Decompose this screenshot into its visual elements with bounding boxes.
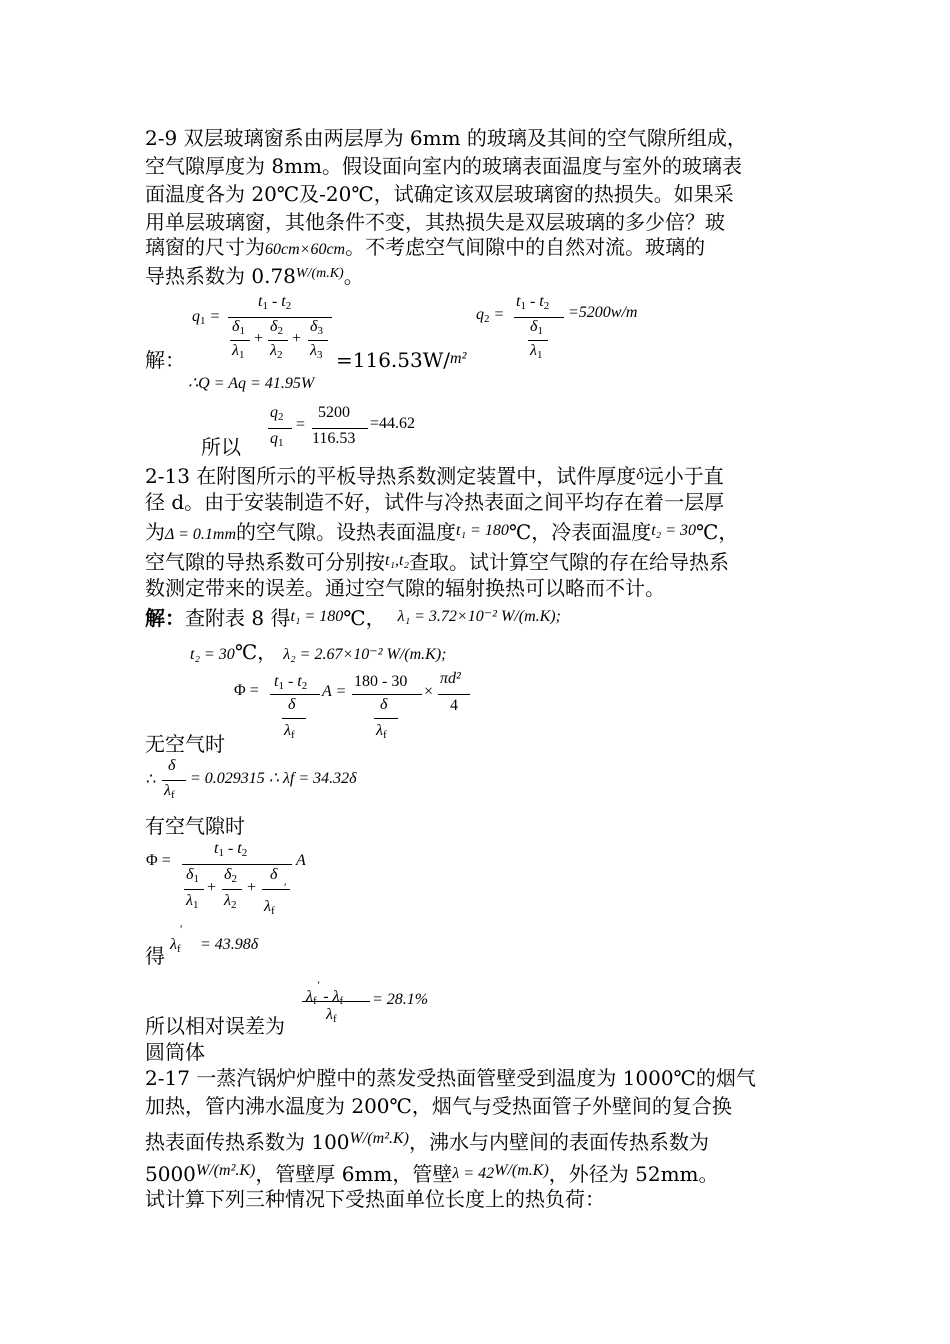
phi-label: Φ = — [234, 682, 259, 699]
q2-numerator: $t_1 - t_2$ — [516, 293, 550, 312]
phi-num3: πd² — [440, 670, 461, 687]
q1-den-bar3 — [308, 340, 328, 341]
air-bar — [182, 864, 292, 865]
q1-den-term1b: $\lambda_1$ — [232, 342, 245, 361]
noair-delta: δ — [168, 757, 176, 774]
p2-13-solution-line-2: t₂ = 30℃， λ₂ = 2.67×10⁻² W/(m.K); — [190, 640, 447, 664]
p2-13-line-4: 空气隙的导热系数可分别按$^{t_1,t_2}$查取。试计算空气隙的存在给导热系 — [145, 550, 730, 574]
got-result: = 43.98δ — [200, 936, 259, 953]
q1-den-term2: $\delta_2$ — [270, 318, 283, 337]
p2-17-line-3: 热表面传热系数为 $100^{W/(m^2.K)}$，沸水与内壁间的表面传热系数为 — [145, 1130, 709, 1154]
got-label: 得 — [145, 944, 165, 968]
phi-den3: 4 — [450, 697, 458, 714]
p2-17-line-1: 2-17 一蒸汽锅炉炉膛中的蒸发受热面管壁受到温度为 1000℃的烟气 — [145, 1066, 756, 1090]
total-heat-loss: ∴Q = Aq = 41.95W — [188, 375, 315, 392]
p2-9-line-6: 导热系数为 $0.78^{W/(m.K)}$。 — [145, 264, 364, 288]
phi-label-2: Φ = — [146, 852, 171, 869]
air-plus1: + — [207, 879, 217, 896]
p2-9-line-1: 2-9 双层玻璃窗系由两层厚为 6mm 的玻璃及其间的空气隙所组成， — [145, 126, 747, 150]
q2-den-delta: $\delta_1$ — [530, 318, 543, 337]
air-d2: $\delta_2$ — [224, 866, 237, 885]
ratio-equals: = — [296, 416, 306, 433]
rel-err-label: 所以相对误差为 — [145, 1014, 285, 1038]
phi-den2-bar — [374, 718, 398, 719]
ratio-bar-right — [312, 428, 368, 429]
ratio-bar-left — [268, 428, 292, 429]
air-A: A — [296, 852, 306, 869]
air-plus2: + — [247, 879, 257, 896]
p2-17-line-2: 加热，管内沸水温度为 200℃，烟气与受热面管子外壁间的复合换 — [145, 1094, 732, 1118]
phi-den2-lambda: $\lambda_f$ — [376, 722, 387, 741]
q1-plus1: + — [254, 330, 264, 347]
p2-9-line-5: 璃窗的尺寸为60cm×60cm。不考虑空气间隙中的自然对流。玻璃的 — [145, 235, 706, 259]
q1-formula: $q_1$ = — [192, 308, 221, 327]
err-den: $\lambda_f$ — [326, 1006, 337, 1025]
q2-den-lambda: $\lambda_1$ — [530, 342, 543, 361]
p2-13-line-1: 2-13 在附图所示的平板导热系数测定装置中，试件厚度$^\delta$远小于直 — [145, 464, 724, 488]
err-num: $\lambda_f' - \lambda_f$ — [306, 978, 344, 1007]
err-bar — [302, 1001, 370, 1002]
ratio-q1: $q_1$ — [270, 430, 284, 449]
air-d3: δ — [270, 866, 278, 883]
so-label: 所以 — [201, 435, 241, 459]
p2-13-solution-line-1: 解：查附表 8 得$^{t_1 = 180}$℃， $^{\lambda_1 = 3.72\times 10^{-2} W/(m.K);}$ — [145, 606, 561, 630]
q1-den-term1: $\delta_1$ — [232, 318, 245, 337]
noair-bar — [162, 780, 186, 781]
err-result: = 28.1% — [372, 991, 429, 1008]
q1-den-bar2 — [268, 340, 288, 341]
noair-result: = 0.029315 ∴ λf = 34.32δ — [190, 770, 357, 787]
p2-13-line-3: 为Δ = 0.1mm的空气隙。设热表面温度$^{t_1 = 180}$℃，冷表面温度$^{t_2 = 30}$℃， — [145, 520, 739, 544]
phi-den1-bar — [282, 718, 306, 719]
q1-plus2: + — [292, 330, 302, 347]
phi-times: × — [424, 683, 434, 700]
p2-9-line-2: 空气隙厚度为 8mm。假设面向室内的玻璃表面温度与室外的玻璃表 — [145, 154, 743, 178]
q1-den-term3b: $\lambda_3$ — [310, 342, 323, 361]
p2-9-line-3: 面温度各为 20℃及-20℃，试确定该双层玻璃窗的热损失。如果采 — [145, 182, 734, 206]
air-num: $t_1 - t_2$ — [214, 840, 248, 859]
air-d2-bar — [222, 889, 242, 890]
got-lambda: $\lambda_f$ — [170, 936, 181, 955]
q1-numerator: $t_1 - t_2$ — [258, 293, 292, 312]
phi-num2: 180 - 30 — [354, 673, 408, 690]
p2-17-line-4: $5000^{W/(m^2.K)}$，管壁厚 6mm，管壁$\lambda = 42^{W/(m.K)}$，外径为 52mm。 — [145, 1162, 719, 1186]
q1-den-bar1 — [230, 340, 250, 341]
q2-den-bar — [528, 340, 548, 341]
p2-17-line-5: 试计算下列三种情况下受热面单位长度上的热负荷： — [145, 1187, 605, 1211]
phi-bar2 — [352, 694, 422, 695]
therefore-1: ∴ — [146, 771, 157, 788]
p2-13-line-5: 数测定带来的误差。通过空气隙的辐射换热可以略而不计。 — [145, 576, 665, 600]
q2-result: =5200w/m — [568, 304, 638, 321]
ratio-result: =44.62 — [370, 415, 416, 432]
phi-num1: $t_1 - t_2$ — [274, 673, 308, 692]
cylinder-label: 圆筒体 — [145, 1040, 205, 1064]
phi-den2-delta: δ — [380, 696, 388, 713]
air-l3: $\lambda_f$ — [264, 898, 275, 917]
with-air-label: 有空气隙时 — [145, 814, 245, 838]
noair-lambda: $\lambda_f$ — [164, 782, 175, 801]
p2-9-solution-label: 解： — [145, 348, 185, 372]
ratio-denominator: 116.53 — [312, 430, 356, 447]
ratio-numerator: 5200 — [318, 404, 350, 421]
q1-result: =116.53W/$^{m^2}$ — [336, 348, 467, 372]
air-d1-bar — [184, 889, 204, 890]
p2-9-line-4: 用单层玻璃窗，其他条件不变，其热损失是双层玻璃的多少倍？玻 — [145, 210, 725, 234]
ratio-q2: $q_2$ — [270, 404, 284, 423]
q1-den-term3: $\delta_3$ — [310, 318, 323, 337]
p2-13-line-2: 径 d。由于安装制造不好，试件与冷热表面之间平均存在着一层厚 — [145, 490, 725, 514]
q1-den-term2b: $\lambda_2$ — [270, 342, 283, 361]
phi-bar1 — [270, 694, 320, 695]
phi-bar3 — [438, 694, 470, 695]
air-prime-1: ′ — [284, 880, 287, 894]
air-l2: $\lambda_2$ — [224, 892, 237, 911]
air-l1: $\lambda_1$ — [186, 892, 199, 911]
q2-label: $q_2$ = — [476, 306, 505, 325]
phi-A: A = — [322, 683, 347, 700]
phi-den1-lambda: $\lambda_f$ — [284, 722, 295, 741]
phi-den1-delta: δ — [288, 696, 296, 713]
air-d1: $\delta_1$ — [186, 866, 199, 885]
no-air-label: 无空气时 — [145, 732, 225, 756]
got-prime: ′ — [180, 922, 183, 936]
